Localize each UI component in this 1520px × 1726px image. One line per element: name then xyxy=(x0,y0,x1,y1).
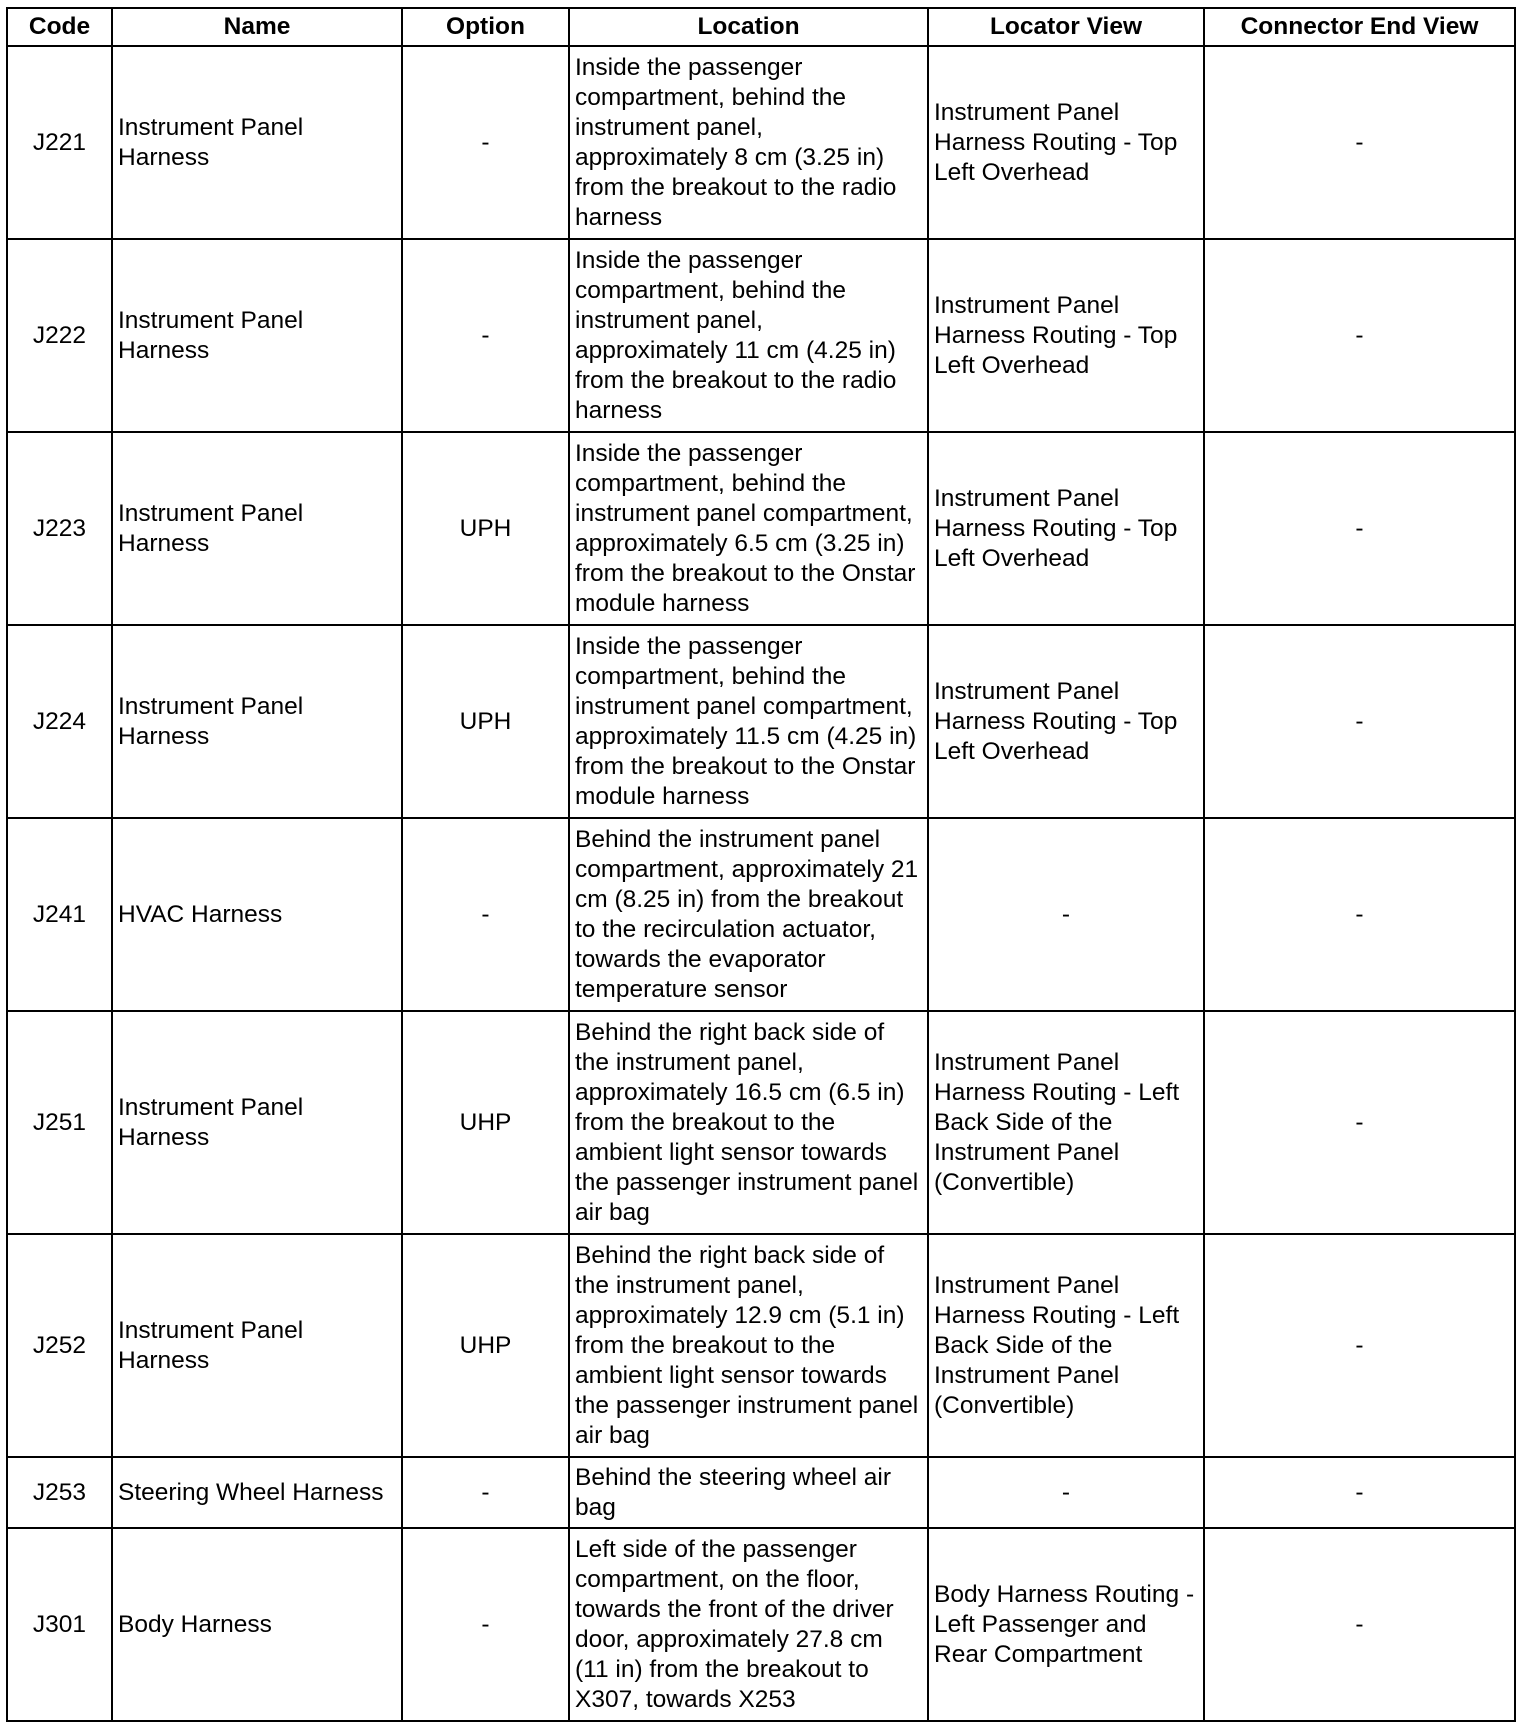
header-locator-view: Locator View xyxy=(928,8,1204,46)
connector-end-view-cell: - xyxy=(1204,1457,1515,1528)
table-row xyxy=(7,432,1515,625)
location-cell: Behind the right back side of the instrument panel, approximately 16.5 cm (6.5 in) from the breakout to the ambient light sensor towards the passenger instrument panel air bag xyxy=(569,1011,928,1234)
code-cell: J222 xyxy=(7,239,112,432)
table-row xyxy=(7,1457,1515,1528)
table-header-row xyxy=(7,8,1515,46)
connector-end-view-cell: - xyxy=(1204,432,1515,625)
table-row xyxy=(7,1234,1515,1457)
option-cell: - xyxy=(402,239,569,432)
table-row xyxy=(7,239,1515,432)
name-cell: Instrument Panel Harness xyxy=(112,432,402,625)
locator-view-cell: - xyxy=(928,1457,1204,1528)
option-cell: - xyxy=(402,1457,569,1528)
locator-view-cell: Instrument Panel Harness Routing - Left Back Side of the Instrument Panel (Convertible) xyxy=(928,1011,1204,1234)
connector-table xyxy=(6,7,1516,1722)
name-cell: Instrument Panel Harness xyxy=(112,46,402,239)
locator-view-cell: Instrument Panel Harness Routing - Top Left Overhead xyxy=(928,46,1204,239)
locator-view-cell: Body Harness Routing - Left Passenger and Rear Compartment xyxy=(928,1528,1204,1721)
code-cell: J241 xyxy=(7,818,112,1011)
location-cell: Inside the passenger compartment, behind the instrument panel compartment, approximately 11.5 cm (4.25 in) from the breakout to the Onstar module harness xyxy=(569,625,928,818)
connector-end-view-cell: - xyxy=(1204,1234,1515,1457)
code-cell: J221 xyxy=(7,46,112,239)
code-cell: J252 xyxy=(7,1234,112,1457)
table-row xyxy=(7,46,1515,239)
location-cell: Behind the instrument panel compartment, approximately 21 cm (8.25 in) from the breakout to the recirculation actuator, towards the evaporator temperature sensor xyxy=(569,818,928,1011)
connector-end-view-cell: - xyxy=(1204,1011,1515,1234)
name-cell: Steering Wheel Harness xyxy=(112,1457,402,1528)
header-name: Name xyxy=(112,8,402,46)
option-cell: - xyxy=(402,46,569,239)
table-row xyxy=(7,818,1515,1011)
location-cell: Behind the right back side of the instrument panel, approximately 12.9 cm (5.1 in) from the breakout to the ambient light sensor towards the passenger instrument panel air bag xyxy=(569,1234,928,1457)
table-row xyxy=(7,625,1515,818)
code-cell: J301 xyxy=(7,1528,112,1721)
name-cell: Body Harness xyxy=(112,1528,402,1721)
table-row xyxy=(7,1528,1515,1721)
locator-view-cell: Instrument Panel Harness Routing - Left Back Side of the Instrument Panel (Convertible) xyxy=(928,1234,1204,1457)
name-cell: Instrument Panel Harness xyxy=(112,1234,402,1457)
location-cell: Inside the passenger compartment, behind the instrument panel compartment, approximately 6.5 cm (3.25 in) from the breakout to the Onstar module harness xyxy=(569,432,928,625)
option-cell: - xyxy=(402,818,569,1011)
name-cell: HVAC Harness xyxy=(112,818,402,1011)
option-cell: UPH xyxy=(402,432,569,625)
table-row xyxy=(7,1011,1515,1234)
code-cell: J253 xyxy=(7,1457,112,1528)
location-cell: Behind the steering wheel air bag xyxy=(569,1457,928,1528)
code-cell: J251 xyxy=(7,1011,112,1234)
option-cell: UHP xyxy=(402,1234,569,1457)
connector-end-view-cell: - xyxy=(1204,625,1515,818)
connector-end-view-cell: - xyxy=(1204,46,1515,239)
locator-view-cell: Instrument Panel Harness Routing - Top Left Overhead xyxy=(928,432,1204,625)
location-cell: Inside the passenger compartment, behind the instrument panel, approximately 11 cm (4.25 in) from the breakout to the radio harness xyxy=(569,239,928,432)
locator-view-cell: Instrument Panel Harness Routing - Top Left Overhead xyxy=(928,239,1204,432)
header-option: Option xyxy=(402,8,569,46)
name-cell: Instrument Panel Harness xyxy=(112,625,402,818)
option-cell: UHP xyxy=(402,1011,569,1234)
name-cell: Instrument Panel Harness xyxy=(112,239,402,432)
code-cell: J224 xyxy=(7,625,112,818)
connector-end-view-cell: - xyxy=(1204,818,1515,1011)
location-cell: Left side of the passenger compartment, on the floor, towards the front of the driver door, approximately 27.8 cm (11 in) from the breakout to X307, towards X253 xyxy=(569,1528,928,1721)
option-cell: - xyxy=(402,1528,569,1721)
locator-view-cell: - xyxy=(928,818,1204,1011)
header-code: Code xyxy=(7,8,112,46)
code-cell: J223 xyxy=(7,432,112,625)
connector-end-view-cell: - xyxy=(1204,1528,1515,1721)
name-cell: Instrument Panel Harness xyxy=(112,1011,402,1234)
option-cell: UPH xyxy=(402,625,569,818)
header-location: Location xyxy=(569,8,928,46)
connector-end-view-cell: - xyxy=(1204,239,1515,432)
header-connector-end-view: Connector End View xyxy=(1204,8,1515,46)
locator-view-cell: Instrument Panel Harness Routing - Top Left Overhead xyxy=(928,625,1204,818)
location-cell: Inside the passenger compartment, behind the instrument panel, approximately 8 cm (3.25 in) from the breakout to the radio harness xyxy=(569,46,928,239)
